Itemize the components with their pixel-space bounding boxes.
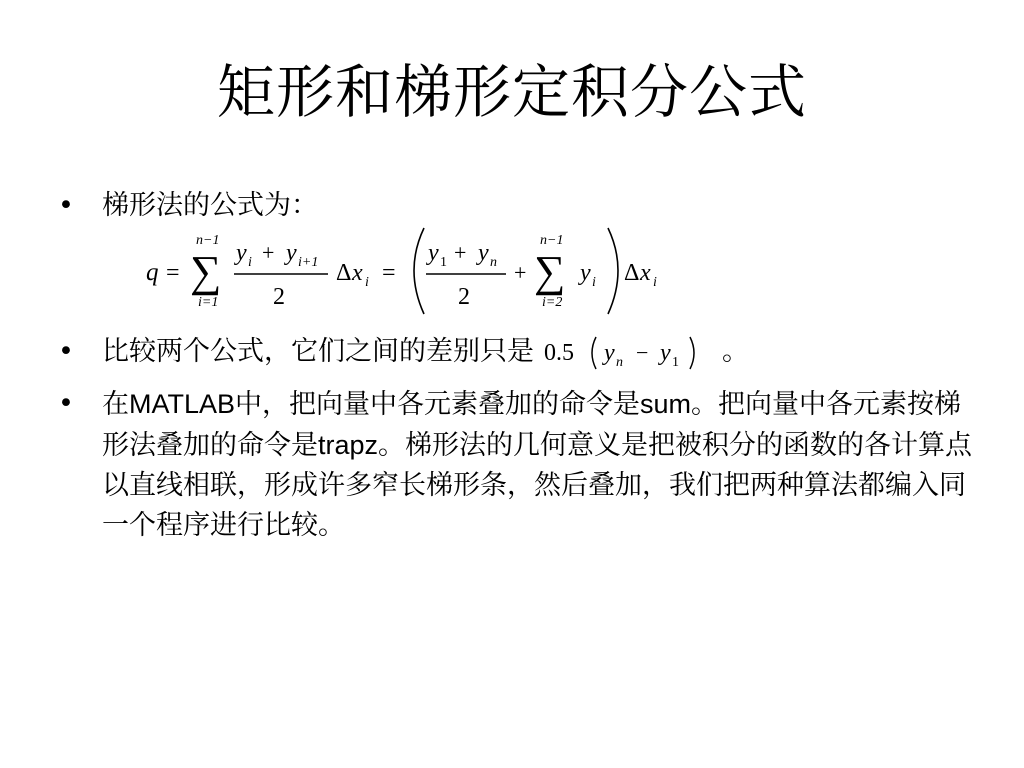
x-1: x — [352, 260, 363, 286]
frac1-sub-i1: i+1 — [298, 255, 319, 270]
frac2-plus: + — [454, 240, 467, 265]
bullet-dot: • — [58, 336, 74, 367]
bullet3-part3: 。把向量中各元素按梯形法叠加的命令是 — [102, 389, 962, 461]
formula-q: q — [146, 259, 159, 286]
sum2-y: y — [580, 260, 591, 286]
bullet-text — [102, 332, 982, 373]
x-sub-2: i — [653, 275, 657, 290]
trapezoid-formula — [140, 222, 700, 320]
sum-symbol-2: ∑ — [534, 247, 566, 296]
bullet-dot: • — [58, 388, 74, 419]
diff-sub-n: n — [616, 354, 623, 370]
sum-upper-1: n−1 — [196, 233, 220, 248]
bullet3-part2: 中，把向量中各元素叠加的命令是 — [235, 389, 641, 420]
formula-plus: + — [514, 260, 527, 285]
frac2-sub-1: 1 — [440, 255, 447, 270]
sum-upper-2: n−1 — [540, 233, 564, 248]
bullet-dot: • — [58, 190, 74, 221]
paren-left — [414, 228, 424, 314]
diff-minus: − — [636, 339, 649, 365]
sum-symbol-1: ∑ — [190, 247, 222, 296]
matlab-text: MATLAB — [129, 389, 236, 419]
frac1-y: y — [236, 240, 247, 266]
diff-paren-left — [592, 337, 596, 369]
delta-1: Δ — [336, 260, 352, 286]
bullet-text-before: 比较两个公式，它们之间的差别只是 — [102, 336, 534, 367]
trapz-command-text: trapz — [318, 430, 379, 460]
diff-yn: y — [604, 339, 615, 366]
sum-lower-1: i=1 — [198, 295, 219, 310]
sum2-sub-i: i — [592, 275, 596, 290]
bullet-paragraph — [102, 384, 982, 546]
bullet3-part1: 在 — [102, 389, 129, 420]
sum-lower-2: i=2 — [542, 295, 563, 310]
frac1-y2: y — [286, 240, 297, 266]
bullet-text: 梯形法的公式为： — [102, 190, 318, 221]
frac2-sub-n: n — [490, 255, 497, 270]
diff-coef: 0.5 — [544, 339, 574, 366]
frac1-den: 2 — [273, 284, 285, 310]
frac1-sub-i: i — [248, 255, 252, 270]
delta-2: Δ — [624, 260, 640, 286]
x-2: x — [640, 260, 651, 286]
frac2-yn: y — [478, 240, 489, 266]
sum-command-text: sum — [640, 389, 692, 419]
formula-equals-2: = — [382, 260, 396, 286]
frac2-y1: y — [428, 240, 439, 266]
diff-sub-1: 1 — [672, 354, 679, 370]
frac1-plus: + — [262, 240, 275, 265]
formula-equals-1: = — [166, 260, 180, 286]
diff-y1: y — [660, 339, 671, 366]
bullet3-part4: 。梯形法的几何意义是把被积分的函数的各计算点以直线相联，形成许多窄长梯形条，然后叠加，我们把两种算法都编入同一个程序进行比较。 — [102, 430, 973, 541]
x-sub-1: i — [365, 275, 369, 290]
diff-paren-right — [690, 337, 694, 369]
difference-expression — [540, 333, 716, 373]
slide-title: 矩形和梯形定积分公式 — [216, 58, 807, 126]
bullet-text-after: 。 — [722, 336, 749, 367]
frac2-den: 2 — [458, 284, 470, 310]
paren-right — [608, 228, 618, 314]
